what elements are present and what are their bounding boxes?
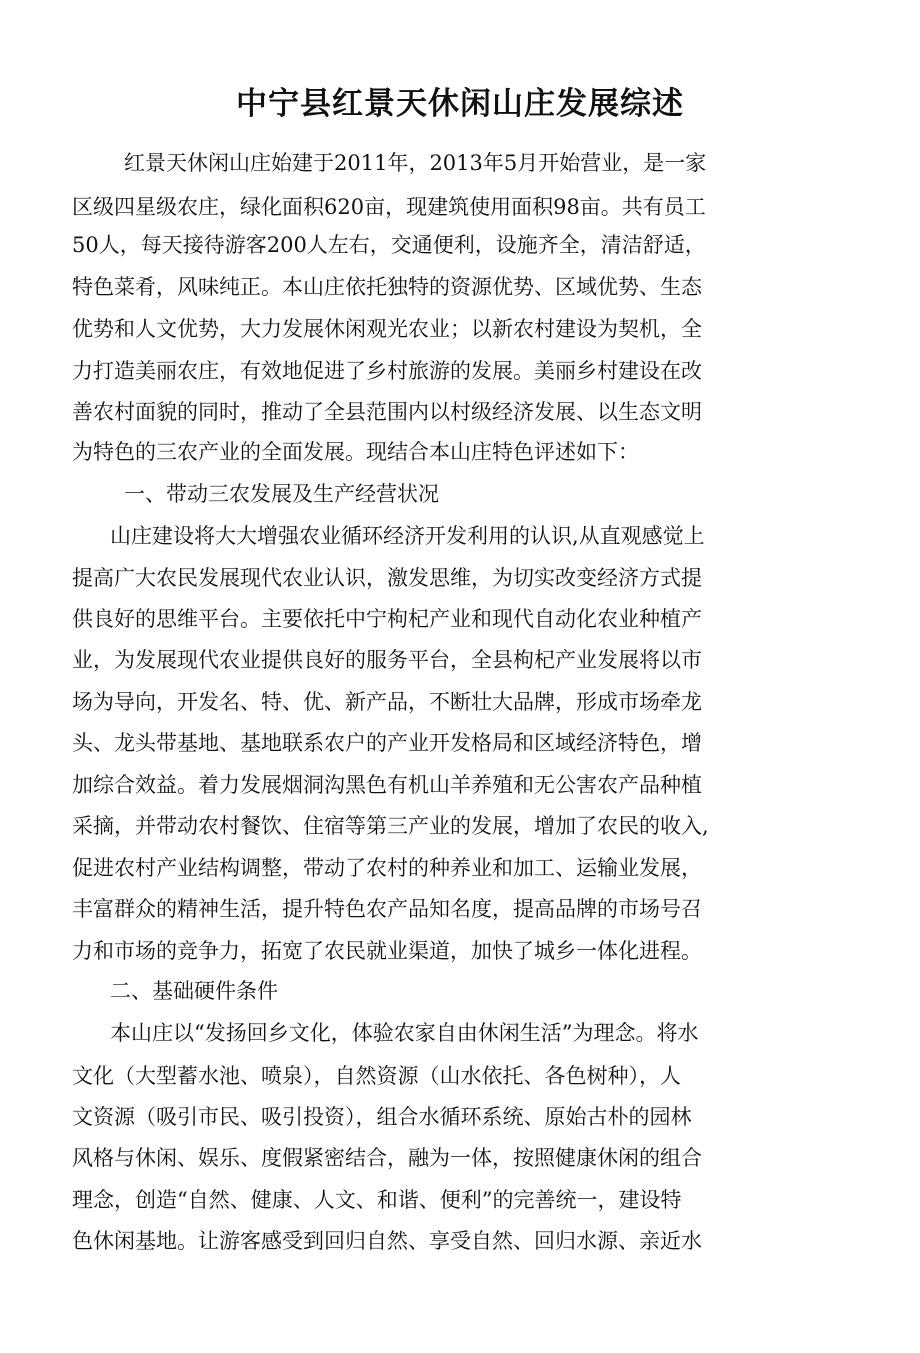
- text-line: 理念，创造“自然、健康、人文、和谐、便利”的完善统一，建设特: [72, 1188, 682, 1212]
- document-title: 中宁县红景天休闲山庄发展综述: [236, 86, 684, 122]
- text-line: 特色菜肴，风味纯正。本山庄依托独特的资源优势、区域优势、生态: [72, 275, 702, 299]
- text-line: 本山庄以“发扬回乡文化，体验农家自由休闲生活”为理念。将水: [110, 1021, 699, 1045]
- text-line: 为特色的三农产业的全面发展。现结合本山庄特色评述如下：: [72, 440, 639, 464]
- section-heading: 二、基础硬件条件: [110, 979, 278, 1003]
- text-line: 丰富群众的精神生活，提升特色农产品知名度，提高品牌的市场号召: [72, 897, 702, 921]
- text-line: 力和市场的竞争力，拓宽了农民就业渠道，加快了城乡一体化进程。: [72, 939, 702, 963]
- text-line: 头、龙头带基地、基地联系农户的产业开发格局和区域经济特色，增: [72, 731, 702, 755]
- text-line: 山庄建设将大大增强农业循环经济开发利用的认识,从直观感觉上: [110, 524, 705, 548]
- text-line: 红景天休闲山庄始建于2011年，2013年5月开始营业，是一家: [124, 151, 707, 175]
- text-line: 文资源（吸引市民、吸引投资），组合水循环系统、原始古朴的园林: [72, 1105, 692, 1129]
- text-line: 力打造美丽农庄，有效地促进了乡村旅游的发展。美丽乡村建设在改: [72, 359, 702, 383]
- text-line: 色休闲基地。让游客感受到回归自然、享受自然、回归水源、亲近水: [72, 1229, 702, 1253]
- text-line: 风格与休闲、娱乐、度假紧密结合，融为一体，按照健康休闲的组合: [72, 1146, 702, 1170]
- section-heading: 一、带动三农发展及生产经营状况: [124, 482, 439, 506]
- text-line: 50人，每天接待游客200人左右，交通便利，设施齐全，清洁舒适，: [72, 233, 706, 257]
- text-line: 优势和人文优势，大力发展休闲观光农业；以新农村建设为契机，全: [72, 317, 702, 341]
- text-line: 文化（大型蓄水池、喷泉），自然资源（山水依托、各色树种），人: [72, 1064, 681, 1088]
- text-line: 促进农村产业结构调整，带动了农村的种养业和加工、运输业发展，: [72, 856, 702, 880]
- text-line: 业，为发展现代农业提供良好的服务平台，全县枸杞产业发展将以市: [72, 648, 702, 672]
- text-line: 提高广大农民发展现代农业认识，激发思维，为切实改变经济方式提: [72, 566, 702, 590]
- text-line: 加综合效益。着力发展烟洞沟黑色有机山羊养殖和无公害农产品种植: [72, 773, 702, 797]
- text-line: 区级四星级农庄，绿化面积620亩，现建筑使用面积98亩。共有员工: [72, 195, 706, 219]
- text-line: 场为导向，开发名、特、优、新产品，不断壮大品牌，形成市场牵龙: [72, 690, 702, 714]
- text-line: 采摘，并带动农村餐饮、住宿等第三产业的发展，增加了农民的收入,: [72, 814, 709, 838]
- text-line: 供良好的思维平台。主要依托中宁枸杞产业和现代自动化农业种植产: [72, 607, 702, 631]
- text-line: 善农村面貌的同时，推动了全县范围内以村级经济发展、以生态文明: [72, 400, 702, 424]
